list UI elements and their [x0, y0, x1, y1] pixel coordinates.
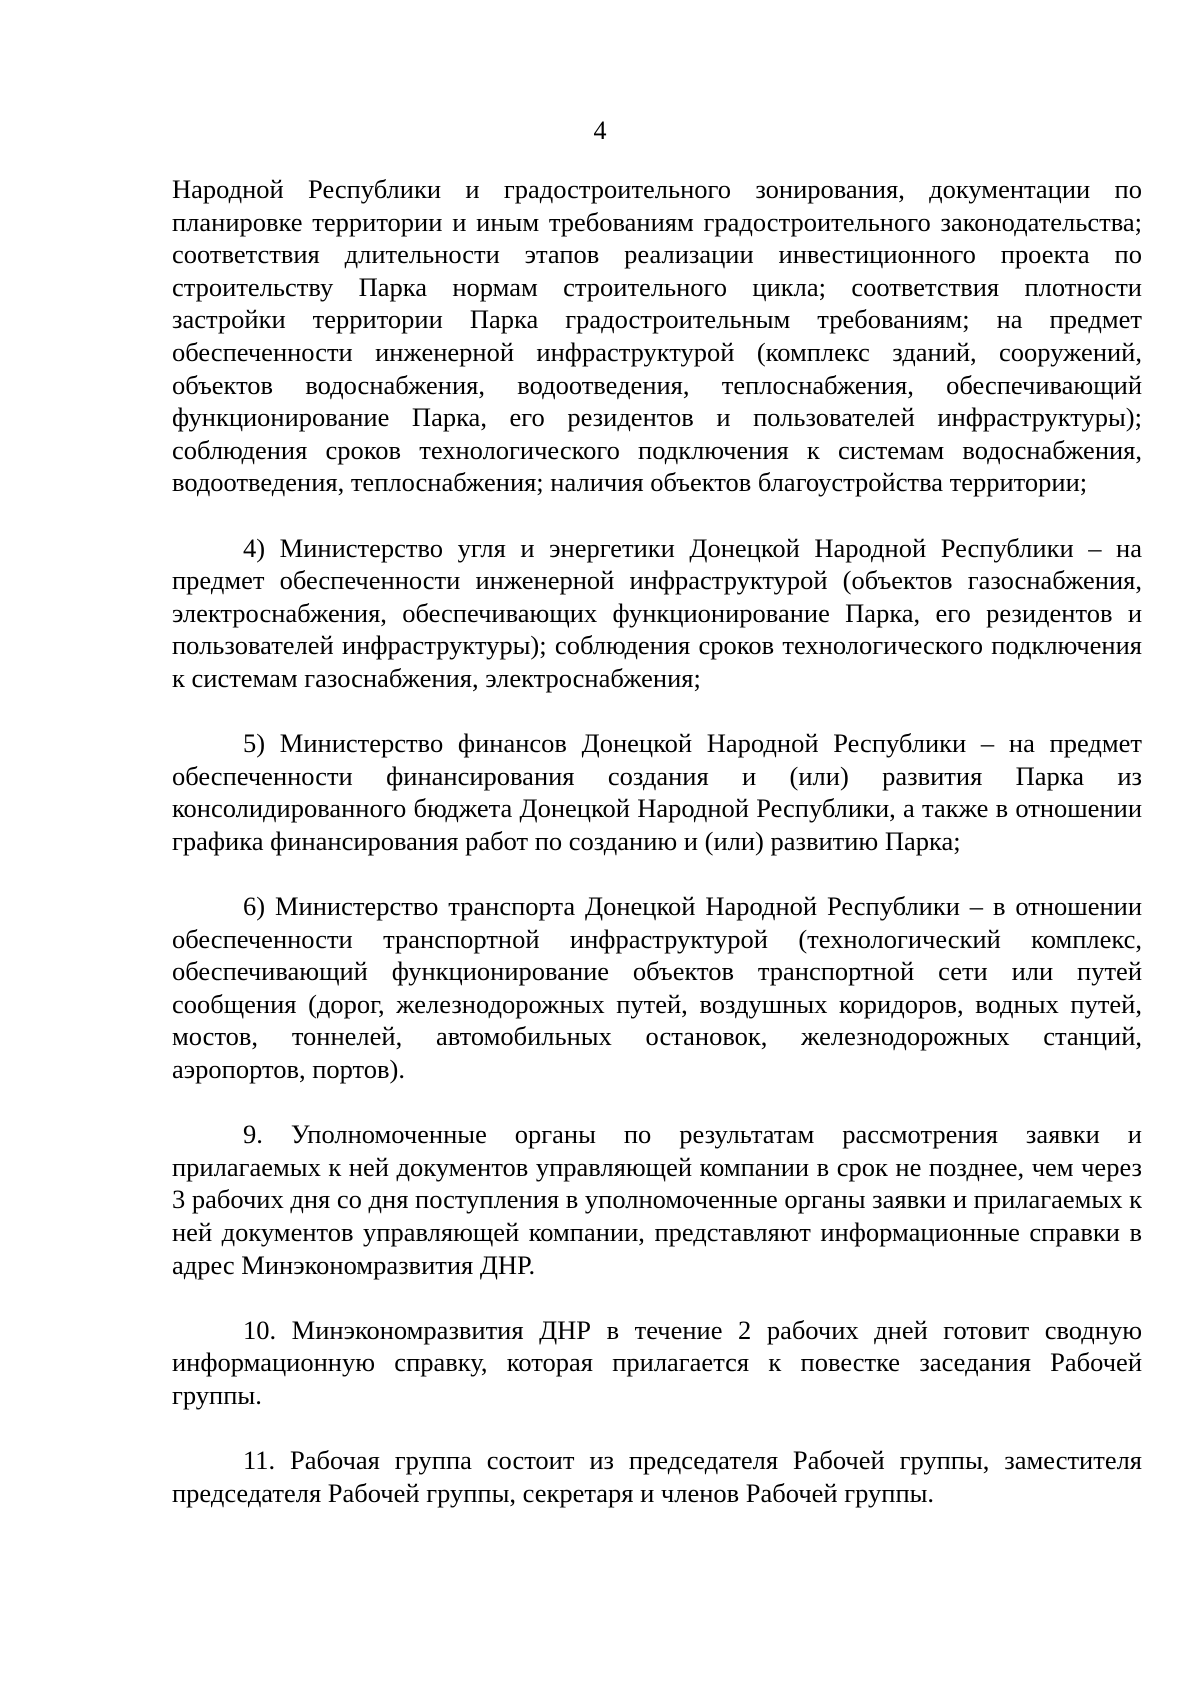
paragraph-item-4: 4) Министерство угля и энергетики Донецкой Народной Республики – на предмет обеспеченности инженерной инфраструктурой (объектов газоснабжения, электроснабжения, обеспечивающих функционирование Парка, его резидентов и пользователей инфраструктуры); соблюдения сроков технологического подключения к системам газоснабжения, электроснабжения; — [172, 532, 1142, 693]
paragraph-continuation: Народной Республики и градостроительного зонирования, документации по планировке территории и иным требованиям градостроительного законодательства; соответствия длительности этапов реализации инвестиционного проекта по строительству Парка нормам строительного цикла; соответствия плотности застройки территории Парка градостроительным требованиям; на предмет обеспеченности инженерной инфраструктурой (комплекс зданий, сооружений, объектов водоснабжения, водоотведения, теплоснабжения, обеспечивающий функционирование Парка, его резидентов и пользователей инфраструктуры); соблюдения сроков технологического подключения к системам водоснабжения, водоотведения, теплоснабжения; наличия объектов благоустройства территории; — [172, 174, 1142, 498]
page-number: 4 — [593, 116, 607, 145]
paragraph-clause-11: 11. Рабочая группа состоит из председателя Рабочей группы, заместителя председателя Рабочей группы, секретаря и членов Рабочей группы. — [172, 1445, 1142, 1508]
paragraph-item-6: 6) Министерство транспорта Донецкой Народной Республики – в отношении обеспеченности транспортной инфраструктурой (технологический комплекс, обеспечивающий функционирование объектов транспортной сети или путей сообщения (дорог, железнодорожных путей, воздушных коридоров, водных путей, мостов, тоннелей, автомобильных остановок, железнодорожных станций, аэропортов, портов). — [172, 891, 1142, 1085]
document-body — [172, 173, 1142, 1542]
paragraph-clause-9: 9. Уполномоченные органы по результатам рассмотрения заявки и прилагаемых к ней документов управляющей компании в срок не позднее, чем через 3 рабочих дня со дня поступления в уполномоченные органы заявки и прилагаемых к ней документов управляющей компании, представляют информационные справки в адрес Минэкономразвития ДНР. — [172, 1119, 1142, 1280]
paragraph-clause-10: 10. Минэкономразвития ДНР в течение 2 рабочих дней готовит сводную информационную справку, которая прилагается к повестке заседания Рабочей группы. — [172, 1314, 1142, 1410]
paragraph-item-5: 5) Министерство финансов Донецкой Народной Республики – на предмет обеспеченности финансирования создания и (или) развития Парка из консолидированного бюджета Донецкой Народной Республики, а также в отношении графика финансирования работ по созданию и (или) развитию Парка; — [172, 728, 1142, 856]
